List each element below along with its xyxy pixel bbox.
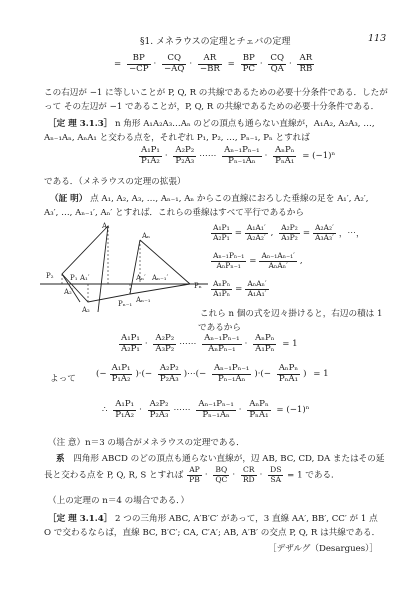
label-A1p: A₁′ — [80, 274, 90, 282]
top-equation: = $\frac{BP}{-CP}$ · $\frac{CQ}{-AQ}$ · $\frac{AR}{-BR}$ = $\frac{BP}{PC}$ · $\frac{CQ}{QA}$ · $\frac{AR}{RB}$ — [114, 53, 313, 74]
label-An1: Aₙ₋₁ — [136, 296, 151, 304]
theorem-313-after: である．（メネラウスの定理の拡張） — [44, 177, 186, 187]
proof-line2: A₃′, …, Aₙ₋₁′, Aₙ′ とすれば．これらの垂線はすべて平行であるから — [44, 208, 304, 218]
theorem-313-equation: $\frac{\text{A₁P₁}}{\text{P₁A₂}}$ · $\frac{\text{A₂P₂}}{\text{P₂A₃}}$ ⋯⋯ $\frac{\text{Aₙ₋₁Pₙ₋₁}}{\text{Pₙ₋₁Aₙ}}$ · $\frac{\text{AₙPₙ}}{\text{PₙA₁}}$ = (−1)ⁿ — [141, 145, 336, 166]
corollary-line3: （上の定理の n＝4 の場合である．） — [48, 496, 190, 506]
theorem-313-line1: ［定 理 3.1.3］ n 角形 A₁A₂A₃…Aₙ のどの頂点も通らない直線が，A₁A₂, A₂A₃, …, — [48, 119, 375, 129]
corollary-line1: 系 四角形 ABCD のどの頂点も通らない直線が，辺 AB, BC, CD, DA またはその延 — [56, 454, 385, 464]
label-A2p: A₂′ — [64, 288, 74, 296]
theorem-314-line2: O で交わるならば，直線 BC, B′C′; CA, C′A′; AB, A′B′ の交点 P, Q, R は共線である． — [44, 528, 381, 538]
proof-equation-1: $\frac{\text{A₁P₁}}{\text{A₂P₁}}$ · $\frac{\text{A₂P₂}}{\text{A₃P₂}}$ ⋯⋯ $\frac{\text{Aₙ₋₁Pₙ₋₁}}{\text{AₙPₙ₋₁}}$ · $\frac{\text{AₙPₙ}}{\text{A₁Pₙ}}$ = 1 — [121, 333, 298, 354]
corollary-line2: 長と交わる点を P, Q, R, S とすれば $\frac{AP}{PB}$ · $\frac{BQ}{QC}$ · $\frac{CR}{RD}$ · $\frac{DS}{SA}$ = 1 である． — [44, 465, 340, 484]
label-A1: A₁ — [102, 222, 110, 230]
section-header: §1. メネラウスの定理とチェバの定理 — [140, 37, 291, 47]
label-A2: A₂ — [82, 306, 90, 314]
theorem-314-attribution: ［デザルグ（Desargues）］ — [268, 544, 378, 554]
ratio-2: $\frac{\text{Aₙ₋₁Pₙ₋₁}}{\text{AₙPₙ₋₁}}$ = $\frac{\text{Aₙ₋₁Aₙ₋₁′}}{\text{AₙAₙ′}}$ , — [213, 251, 303, 270]
label-P1: P₁ — [70, 274, 78, 282]
proof-equation-2: (− $\frac{\text{A₁P₁}}{\text{P₁A₂}}$ )·(− $\frac{\text{A₂P₂}}{\text{P₂A₃}}$ )⋯(− $\frac{\text{Aₙ₋₁Pₙ₋₁}}{\text{Pₙ₋₁Aₙ}}$ )·(− $\frac{\text{AₙPₙ}}{\text{PₙA₁}}$ ) = 1 — [96, 363, 329, 384]
theorem-313-line2: Aₙ₋₁Aₙ, AₙA₁ と交わる点を，それぞれ P₁, P₂, …, Pₙ₋₁, Pₙ とすれば — [44, 133, 310, 143]
proof-equation-3: ∴ $\frac{\text{A₁P₁}}{\text{P₁A₂}}$ · $\frac{\text{A₂P₂}}{\text{P₂A₃}}$ ⋯⋯ $\frac{\text{Aₙ₋₁Pₙ₋₁}}{\text{Pₙ₋₁Aₙ}}$ · $\frac{\text{AₙPₙ}}{\text{PₙA₁}}$ = (−1)ⁿ — [102, 399, 310, 420]
label-P2: P₂ — [46, 272, 54, 280]
note: （注 意）n＝3 の場合がメネラウスの定理である． — [48, 438, 245, 448]
label-Pn: Pₙ — [194, 282, 202, 290]
paragraph-line: って その左辺が −1 であることが，P, Q, R の共線であるための必要十分条件である． — [44, 102, 380, 112]
ratio-3: $\frac{\text{AₙPₙ}}{\text{A₁Pₙ}}$ = $\frac{\text{AₙAₙ′}}{\text{A₁A₁′}}$ — [213, 279, 267, 298]
polygon-figure — [40, 222, 210, 322]
label-An: Aₙ — [142, 232, 151, 240]
theorem-314-line1: ［定 理 3.1.4］ 2 つの三角形 ABC, A′B′C′ があって，3 直線 AA′, BB′, CC′ が 1 点 — [48, 514, 378, 524]
yotte: よって — [50, 374, 76, 384]
ratio-1: $\frac{\text{A₁P₁}}{\text{A₂P₁}}$ = $\frac{\text{A₁A₁′}}{\text{A₂A₂′}}$ , $\frac{\text{A₂P₂}}{\text{A₃P₂}}$ = $\frac{\text{A₂A₂′}}{\text{A₃A₃′}}$ ，⋯， — [213, 223, 365, 242]
proof-mult1: これら n 個の式を辺々掛けると，右辺の積は 1 — [200, 309, 383, 319]
page-number: 113 — [368, 33, 387, 44]
proof-line1: （証 明） 点 A₁, A₂, A₃, …, Aₙ₋₁, Aₙ からこの直線におろした垂線の足を A₁′, A₂′, — [50, 194, 369, 204]
paragraph-line: この右辺が −1 に等しいことが P, Q, R の共線であるための必要十分条件である．したが — [44, 88, 388, 98]
label-An1p: Aₙ₋₁′ — [152, 274, 169, 282]
label-Anp: Aₙ′ — [136, 274, 146, 282]
label-Pn1: Pₙ₋₁ — [118, 300, 133, 308]
proof-mult2: であるから — [198, 323, 241, 333]
